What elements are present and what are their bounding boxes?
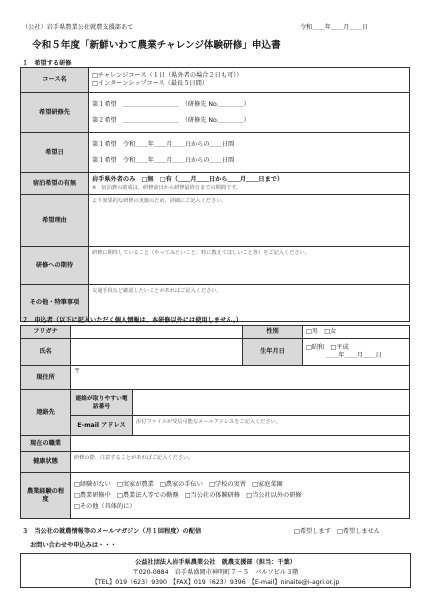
email-row	[21, 416, 410, 436]
section1-table	[20, 67, 410, 322]
expectation-field[interactable]	[89, 247, 410, 285]
birth-label: 生年月日	[243, 339, 303, 366]
name-label: 氏名	[21, 339, 71, 366]
address-row	[21, 366, 410, 390]
experience-options-row3[interactable]: □その他（具体的に）	[74, 502, 136, 510]
furigana-label: フリガナ	[21, 326, 71, 339]
phone-row	[21, 390, 410, 416]
course-option-challenge[interactable]: □チャレンジコース（１日（県外者の場合２日も可））	[92, 72, 243, 79]
expectation-row	[21, 247, 410, 285]
name-field[interactable]	[71, 339, 243, 366]
health-label: 健康状態	[21, 452, 71, 473]
farm-label: 希望研修先	[21, 93, 89, 133]
gender-label: 性別	[243, 326, 303, 339]
farm-choice-2[interactable]: 第２希望 ＿＿＿＿＿＿＿＿＿ （研修先 No.＿＿＿＿）	[92, 116, 250, 124]
farm-choice-1[interactable]: 第１希望 ＿＿＿＿＿＿＿＿＿ （研修先 No.＿＿＿＿）	[92, 100, 250, 108]
phone-label: 連絡が取りやすい電話番号	[71, 390, 133, 416]
org-name: 公益社団法人岩手県農業公社 就農支援部（担当：千葉）	[135, 559, 296, 566]
reason-label: 希望理由	[21, 195, 89, 247]
course-row	[21, 68, 410, 93]
other-hint: 交通手段など確認したいことがあればご記入ください。	[92, 288, 222, 294]
lodging-row	[21, 173, 410, 195]
experience-options-row2[interactable]: □農業研修中 □農業法人等での勤務 □当公社の体験研修 □当公社以外の研修	[74, 491, 302, 499]
experience-label: 農業経験の程度	[21, 473, 71, 519]
section2-heading: ２ 申込者（以下に記入いただく個人情報は、本研修以外には使用しません。）	[22, 317, 243, 324]
contact-label: 連絡先	[21, 390, 71, 436]
lodging-note: ※ 宿泊費の助成は、研修前日から研修最終日までの期間です。	[92, 184, 242, 191]
reason-row	[21, 195, 410, 247]
email-field[interactable]	[133, 416, 410, 436]
gender-options[interactable]: □男 □女	[303, 326, 410, 339]
date-line: 令和＿＿年＿＿月＿＿日	[300, 24, 369, 31]
addressee: （公社）岩手県農業公社就農支援部あて	[22, 24, 134, 31]
birth-field[interactable]	[303, 339, 410, 366]
name-row	[21, 339, 410, 366]
expectation-hint: 研修に期待していること（やってみたいこと、特に教えてほしいこと等）をご記入ください。	[92, 250, 310, 256]
contact-box	[20, 553, 411, 588]
email-label: E-mail アドレス	[71, 416, 133, 436]
address-label: 現住所	[21, 366, 71, 390]
form-title: 令和５年度「新鮮いわて農業チャレンジ体験研修」申込書	[32, 40, 281, 51]
newsletter-options[interactable]: □希望します □希望しません	[294, 528, 380, 535]
experience-options-row1[interactable]: □経験がない □実家が農業 □農家の手伝い □学校の実習 □家庭菜園	[74, 480, 283, 488]
health-row	[21, 452, 410, 473]
job-label: 現在の職業	[21, 436, 71, 452]
section1-heading: １ 希望する研修	[22, 60, 72, 67]
address-field[interactable]	[71, 366, 410, 390]
date-choice-2[interactable]: 第１希望 令和＿＿年＿＿月＿＿日からの＿＿日間	[92, 156, 235, 164]
experience-row	[21, 473, 410, 519]
contact-heading: お問い合わせや申込みは・・・	[30, 542, 117, 549]
birth-era-options[interactable]: □昭和 □平成	[306, 344, 349, 351]
course-option-internship[interactable]: □インターンシップコース（最長５日間）	[92, 80, 208, 87]
dates-field[interactable]	[89, 133, 410, 173]
farm-row	[21, 93, 410, 133]
org-contact-line: 【TEL】019（623）9390 【FAX】019（623）9396 【E-mail】ninaite@i-agri.or.jp	[91, 579, 340, 586]
expectation-label: 研修への期待	[21, 247, 89, 285]
birth-date[interactable]: ＿＿年＿＿月＿＿日	[326, 352, 382, 359]
phone-field[interactable]	[133, 390, 410, 416]
furigana-field[interactable]	[71, 326, 243, 339]
lodging-label: 宿泊希望の有無	[21, 173, 89, 195]
postal-mark: 〒	[74, 368, 81, 375]
org-address: 〒020-0884 岩手県盛岡市神明町７－５ パルソビル３階	[132, 569, 299, 576]
reason-hint: より効果的な研修の実施のため、詳細にご記入ください。	[92, 198, 227, 204]
date-choice-1[interactable]: 第１希望 令和＿＿年＿＿月＿＿日からの＿＿日間	[92, 140, 235, 148]
section3-heading: ３ 当公社の就農情報等のメールマガジン（月１回程度）の配信	[22, 528, 202, 535]
dates-row	[21, 133, 410, 173]
email-note: 添付ファイルが受信可能なメールアドレスをご記入ください。	[136, 419, 281, 425]
job-row	[21, 436, 410, 452]
course-label: コース名	[21, 68, 89, 93]
health-hint: 研修の際、注意することがあればご記入ください。	[74, 455, 194, 461]
section2-table	[20, 325, 410, 519]
reason-field[interactable]	[89, 195, 410, 247]
health-field[interactable]	[71, 452, 410, 473]
experience-field[interactable]	[71, 473, 410, 519]
job-field[interactable]	[71, 436, 410, 452]
farm-field[interactable]	[89, 93, 410, 133]
other-label: その他・特筆事項	[21, 285, 89, 322]
dates-label: 希望日	[21, 133, 89, 173]
course-options[interactable]	[89, 68, 410, 93]
lodging-options[interactable]: 岩手県外者のみ □無 □有（＿＿月＿＿日から＿＿月＿＿日まで）	[92, 175, 284, 183]
lodging-field[interactable]	[89, 173, 410, 195]
furigana-row	[21, 326, 410, 339]
